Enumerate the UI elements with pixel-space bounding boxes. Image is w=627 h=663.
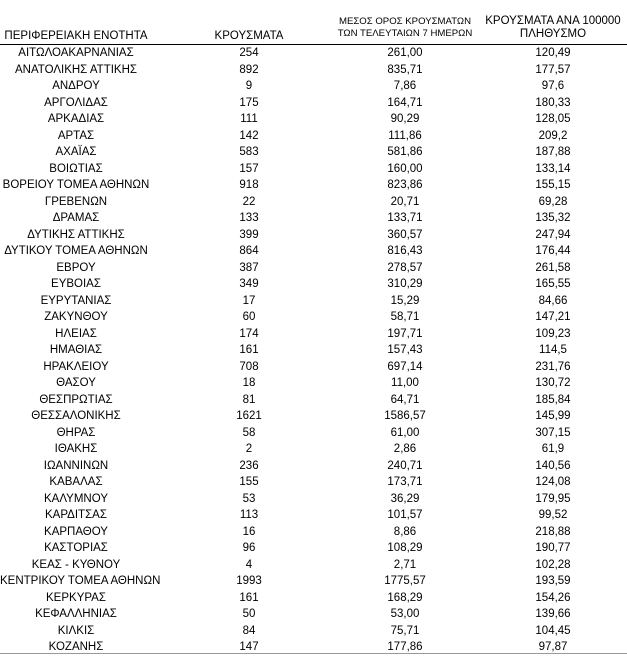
- per100k-cell: 261,58: [535, 261, 571, 274]
- avg-cell: 75,71: [390, 624, 420, 637]
- avg-cell: 133,71: [387, 212, 423, 224]
- avg-cell: 360,57: [387, 228, 423, 241]
- table-row: [0, 507, 627, 524]
- table-row: [0, 111, 627, 128]
- bottom-divider: [0, 653, 627, 654]
- cases-cell: 111: [240, 113, 258, 125]
- table-row: [0, 524, 627, 541]
- cases-cell: 157: [239, 162, 259, 175]
- table-row: [0, 260, 627, 277]
- cases-cell: 892: [239, 63, 259, 76]
- per100k-cell: 128,05: [535, 113, 571, 125]
- per100k-cell: 140,56: [535, 459, 571, 472]
- avg-cell: 2,86: [393, 443, 417, 455]
- header-cases-per-100k: [478, 15, 627, 40]
- header-cases-per-100k-line1: ΚΡΟΥΣΜΑΤΑ ΑΝΑ 100000: [485, 15, 621, 27]
- table-body: [0, 45, 627, 656]
- region-cell: ΚΕΑΣ - ΚΥΘΝΟΥ: [31, 558, 121, 571]
- table-row: [0, 590, 627, 607]
- avg-cell: 278,57: [387, 261, 423, 274]
- table-row: [0, 194, 627, 211]
- cases-cell: 84: [242, 624, 256, 637]
- region-cell: ΚΟΖΑΝΗΣ: [48, 641, 104, 653]
- region-cell: ΑΡΤΑΣ: [57, 129, 95, 142]
- avg-cell: 2,71: [393, 558, 417, 571]
- cases-cell: 133: [239, 212, 259, 224]
- table-row: [0, 161, 627, 178]
- table-row: [0, 243, 627, 260]
- region-cell: ΚΑΒΑΛΑΣ: [49, 476, 103, 488]
- cases-cell: 2: [245, 443, 253, 455]
- per100k-cell: 99,52: [538, 509, 568, 521]
- table-row: [0, 144, 627, 161]
- table-row: [0, 623, 627, 640]
- cases-cell: 50: [242, 608, 256, 620]
- region-cell: ΑΡΚΑΔΙΑΣ: [47, 113, 105, 125]
- per100k-cell: 97,87: [538, 641, 568, 653]
- per100k-cell: 69,28: [538, 195, 568, 208]
- cases-cell: 17: [242, 294, 256, 307]
- table-row: [0, 293, 627, 310]
- per100k-cell: 231,76: [535, 360, 571, 373]
- header-7day-average-line2: ΤΩΝ ΤΕΛΕΥΤΑΙΩΝ 7 ΗΜΕΡΩΝ: [337, 28, 473, 39]
- per100k-cell: 179,95: [535, 492, 571, 505]
- per100k-cell: 176,44: [535, 245, 571, 257]
- region-cell: ΑΧΑΪΑΣ: [55, 146, 97, 158]
- cases-cell: 175: [239, 96, 259, 109]
- region-cell: ΙΘΑΚΗΣ: [54, 443, 98, 455]
- avg-cell: 108,29: [387, 542, 423, 554]
- cases-cell: 18: [242, 377, 256, 389]
- region-cell: ΔΡΑΜΑΣ: [52, 212, 100, 224]
- avg-cell: 1586,57: [384, 410, 426, 422]
- per100k-cell: 190,77: [535, 542, 571, 554]
- cases-cell: 161: [239, 591, 259, 604]
- table-row: [0, 342, 627, 359]
- cases-cell: 113: [239, 509, 259, 521]
- cases-cell: 236: [239, 459, 259, 472]
- per100k-cell: 124,08: [535, 476, 571, 488]
- cases-cell: 387: [239, 261, 259, 274]
- avg-cell: 240,71: [387, 459, 423, 472]
- avg-cell: 160,00: [387, 162, 423, 175]
- per100k-cell: 307,15: [535, 426, 571, 439]
- region-cell: ΗΡΑΚΛΕΙΟΥ: [43, 360, 109, 373]
- per100k-cell: 193,59: [535, 575, 571, 587]
- per100k-cell: 180,33: [535, 96, 571, 109]
- region-cell: ΘΕΣΠΡΩΤΙΑΣ: [39, 393, 113, 406]
- region-cell: ΚΕΝΤΡΙΚΟΥ ΤΟΜΕΑ ΑΘΗΝΩΝ: [0, 575, 161, 587]
- table-row: [0, 474, 627, 491]
- per100k-cell: 109,23: [535, 327, 571, 340]
- cases-cell: 147: [239, 641, 259, 653]
- per100k-cell: 185,84: [535, 393, 571, 406]
- per100k-cell: 218,88: [535, 525, 571, 538]
- table-header: [0, 0, 627, 47]
- avg-cell: 36,29: [390, 492, 420, 505]
- avg-cell: 7,86: [393, 80, 417, 92]
- table-row: [0, 425, 627, 442]
- region-cell: ΚΕΦΑΛΛΗΝΙΑΣ: [35, 608, 117, 620]
- region-cell: ΒΟΡΕΙΟΥ ΤΟΜΕΑ ΑΘΗΝΩΝ: [2, 179, 150, 191]
- avg-cell: 168,29: [387, 591, 423, 604]
- per100k-cell: 84,66: [538, 294, 568, 307]
- table-row: [0, 210, 627, 227]
- table-row: [0, 540, 627, 557]
- table-row: [0, 491, 627, 508]
- avg-cell: 835,71: [387, 63, 423, 76]
- per100k-cell: 247,94: [535, 228, 571, 241]
- per100k-cell: 147,21: [535, 311, 571, 323]
- avg-cell: 816,43: [387, 245, 423, 257]
- cases-cell: 254: [239, 47, 259, 59]
- region-cell: ΕΒΡΟΥ: [56, 261, 96, 274]
- avg-cell: 53,00: [390, 608, 420, 620]
- avg-cell: 823,86: [387, 179, 423, 191]
- cases-cell: 174: [239, 327, 259, 340]
- cases-cell: 1621: [236, 410, 262, 422]
- table-row: [0, 392, 627, 409]
- avg-cell: 15,29: [390, 294, 420, 307]
- table-row: [0, 557, 627, 574]
- per100k-cell: 209,2: [538, 129, 568, 142]
- region-cell: ΙΩΑΝΝΙΝΩΝ: [43, 459, 109, 472]
- region-cell: ΓΡΕΒΕΝΩΝ: [44, 195, 108, 208]
- per100k-cell: 154,26: [535, 591, 571, 604]
- cases-cell: 9: [245, 80, 253, 92]
- region-cell: ΚΕΡΚΥΡΑΣ: [46, 591, 106, 604]
- avg-cell: 164,71: [387, 96, 423, 109]
- avg-cell: 173,71: [387, 476, 423, 488]
- cases-cell: 864: [239, 245, 259, 257]
- avg-cell: 90,29: [390, 113, 420, 125]
- avg-cell: 1775,57: [384, 575, 426, 587]
- cases-cell: 4: [245, 558, 253, 571]
- region-cell: ΘΕΣΣΑΛΟΝΙΚΗΣ: [31, 410, 121, 422]
- table-row: [0, 441, 627, 458]
- avg-cell: 58,71: [390, 311, 420, 323]
- table-row: [0, 359, 627, 376]
- cases-cell: 142: [239, 129, 259, 142]
- per100k-cell: 187,88: [535, 146, 571, 158]
- avg-cell: 157,43: [387, 344, 423, 356]
- avg-cell: 64,71: [390, 393, 420, 406]
- avg-cell: 20,71: [390, 195, 420, 208]
- avg-cell: 61,00: [390, 426, 420, 439]
- region-cell: ΔΥΤΙΚΟΥ ΤΟΜΕΑ ΑΘΗΝΩΝ: [4, 245, 148, 257]
- region-cell: ΚΑΛΥΜΝΟΥ: [44, 492, 108, 505]
- table-row: [0, 177, 627, 194]
- header-7day-average: [315, 16, 495, 40]
- per100k-cell: 177,57: [535, 63, 571, 76]
- per100k-cell: 155,15: [535, 179, 571, 191]
- header-region: ΠΕΡΙΦΕΡΕΙΑΚΗ ΕΝΟΤΗΤΑ: [4, 30, 148, 42]
- header-cases: ΚΡΟΥΣΜΑΤΑ: [214, 30, 284, 42]
- table-row: [0, 45, 627, 62]
- per100k-cell: 145,99: [535, 410, 571, 422]
- cases-cell: 399: [239, 228, 259, 241]
- avg-cell: 101,57: [387, 509, 423, 521]
- cases-cell: 918: [239, 179, 259, 191]
- region-cell: ΘΗΡΑΣ: [56, 426, 96, 439]
- region-cell: ΑΙΤΩΛΟΑΚΑΡΝΑΝΙΑΣ: [18, 47, 134, 59]
- avg-cell: 197,71: [387, 327, 423, 340]
- cases-cell: 22: [242, 195, 256, 208]
- region-cell: ΚΑΡΔΙΤΣΑΣ: [45, 509, 107, 521]
- avg-cell: 11,00: [391, 377, 419, 389]
- region-cell: ΑΝΑΤΟΛΙΚΗΣ ΑΤΤΙΚΗΣ: [14, 63, 137, 76]
- table-row: [0, 375, 627, 392]
- per100k-cell: 104,45: [535, 624, 571, 637]
- region-cell: ΕΥΒΟΙΑΣ: [51, 278, 101, 290]
- cases-cell: 1993: [236, 575, 262, 587]
- table-row: [0, 606, 627, 623]
- per100k-cell: 130,72: [535, 377, 571, 389]
- table-row: [0, 458, 627, 475]
- cases-cell: 16: [242, 525, 256, 538]
- cases-cell: 96: [242, 542, 256, 554]
- per100k-cell: 102,28: [535, 558, 571, 571]
- table-row: [0, 62, 627, 79]
- cases-cell: 53: [242, 492, 256, 505]
- table-row: [0, 408, 627, 425]
- region-cell: ΚΑΡΠΑΘΟΥ: [44, 525, 108, 538]
- per100k-cell: 165,55: [535, 278, 571, 290]
- per100k-cell: 97,6: [541, 80, 565, 92]
- avg-cell: 111,86: [388, 129, 422, 142]
- region-cell: ΚΙΛΚΙΣ: [57, 624, 95, 637]
- region-cell: ΚΑΣΤΟΡΙΑΣ: [44, 542, 108, 554]
- table-row: [0, 95, 627, 112]
- region-cell: ΕΥΡΥΤΑΝΙΑΣ: [40, 294, 112, 307]
- header-7day-average-line1: ΜΕΣΟΣ ΟΡΟΣ ΚΡΟΥΣΜΑΤΩΝ: [338, 16, 472, 27]
- avg-cell: 177,86: [387, 641, 423, 653]
- cases-cell: 155: [239, 476, 259, 488]
- region-cell: ΗΜΑΘΙΑΣ: [49, 344, 103, 356]
- table-row: [0, 309, 627, 326]
- header-cases-per-100k-line2: ΠΛΗΘΥΣΜΟ: [519, 27, 587, 40]
- avg-cell: 310,29: [387, 278, 423, 290]
- table-row: [0, 276, 627, 293]
- table-row: [0, 326, 627, 343]
- per100k-cell: 133,14: [535, 162, 571, 175]
- cases-cell: 60: [242, 311, 256, 323]
- per100k-cell: 139,66: [535, 608, 571, 620]
- cases-cell: 583: [239, 146, 259, 158]
- region-cell: ΗΛΕΙΑΣ: [55, 327, 97, 340]
- per100k-cell: 135,32: [535, 212, 571, 224]
- avg-cell: 697,14: [387, 360, 423, 373]
- region-cell: ΘΑΣΟΥ: [56, 377, 96, 389]
- avg-cell: 581,86: [387, 146, 423, 158]
- region-cell: ΔΥΤΙΚΗΣ ΑΤΤΙΚΗΣ: [27, 228, 125, 241]
- region-cell: ΖΑΚΥΝΘΟΥ: [44, 311, 108, 323]
- avg-cell: 261,00: [387, 47, 423, 59]
- region-cell: ΑΡΓΟΛΙΔΑΣ: [44, 96, 108, 109]
- per100k-cell: 114,5: [539, 344, 567, 356]
- avg-cell: 8,86: [393, 525, 417, 538]
- table-row: [0, 78, 627, 95]
- table-row: [0, 227, 627, 244]
- cases-cell: 349: [239, 278, 259, 290]
- cases-cell: 708: [239, 360, 259, 373]
- cases-cell: 58: [242, 426, 256, 439]
- per100k-cell: 61,9: [541, 443, 565, 455]
- per100k-cell: 120,49: [535, 47, 571, 59]
- region-cell: ΑΝΔΡΟΥ: [52, 80, 100, 92]
- cases-cell: 81: [242, 393, 256, 406]
- cases-cell: 161: [239, 344, 259, 356]
- table-row: [0, 573, 627, 590]
- region-cell: ΒΟΙΩΤΙΑΣ: [49, 162, 103, 175]
- table-row: [0, 128, 627, 145]
